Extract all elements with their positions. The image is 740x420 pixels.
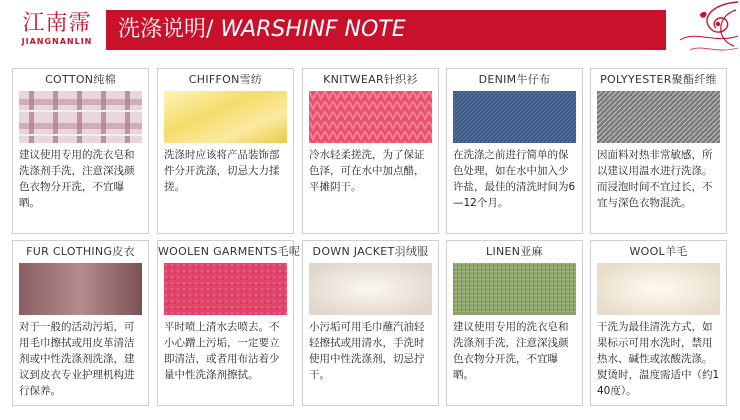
title-english: WARSHINF NOTE [220, 17, 406, 42]
fabric-label: DOWN JACKET羽绒服 [312, 245, 429, 258]
logo-english: JIANGNANLIN [21, 37, 93, 46]
fabric-label: FUR CLOTHING皮衣 [26, 245, 135, 258]
fabric-card [590, 68, 727, 234]
fabric-label: CHIFFON雪纺 [188, 73, 263, 86]
fabric-card [446, 240, 583, 406]
care-instructions: 对于一般的活动污垢，可用毛巾擦拭或用皮革清洁剂或中性洗涤剂洗涤，建议到皮衣专业护理机构进行保养。 [19, 321, 135, 397]
fabric-label: WOOLEN GARMENTS毛呢 [158, 245, 301, 258]
fabric-swatch-image [453, 263, 576, 315]
fabric-label: LINEN亚麻 [486, 245, 543, 258]
fabric-label: WOOL羊毛 [629, 245, 688, 258]
fabric-swatch-image [309, 91, 432, 143]
title-band [106, 10, 666, 50]
fabric-swatch-image [19, 263, 142, 315]
fabric-swatch-image [164, 263, 287, 315]
title-chinese: 洗涤说明 [118, 17, 207, 42]
logo-chinese: 江南霈 [22, 11, 92, 36]
care-instructions: 建议使用专用的洗衣皂和洗涤剂手洗，注意深浅颜色衣物分开洗，不宜曝晒。 [453, 321, 569, 381]
fabric-card [157, 68, 294, 234]
fabric-label: KNITWEAR针织衫 [323, 73, 418, 86]
fabric-card [12, 68, 149, 234]
fabric-swatch-image [597, 263, 720, 315]
title-separator: / [206, 17, 214, 42]
fabric-card [446, 68, 583, 234]
page-title [118, 16, 406, 44]
decorative-swirl-icon [620, 0, 740, 58]
fabric-swatch-image [164, 91, 287, 143]
care-instructions: 在洗涤之前进行简单的保色处理，如在水中加入少许盐，最佳的清洗时间为6—12个月。 [453, 149, 576, 209]
fabric-card [157, 240, 301, 406]
care-instructions: 小污垢可用毛巾蘸汽油轻轻擦拭或用清水，手洗时使用中性洗涤剂，切忌拧干。 [309, 321, 425, 381]
fabric-card [12, 240, 149, 406]
fabric-swatch-image [309, 263, 432, 315]
fabric-card [302, 240, 439, 406]
fabric-label: DENIM牛仔布 [478, 73, 551, 86]
fabric-swatch-image [453, 91, 576, 143]
fabric-swatch-image [19, 91, 142, 143]
fabric-label: COTTON纯棉 [45, 73, 116, 86]
care-instructions: 建议使用专用的洗衣皂和洗涤剂手洗，注意深浅颜色衣物分开洗，不宜曝晒。 [19, 149, 135, 209]
fabric-card [302, 68, 439, 234]
care-instructions: 洗涤时应该将产品装饰部件分开洗涤，切忌大力揉搓。 [164, 149, 280, 193]
brand-logo [6, 2, 108, 58]
header [0, 0, 740, 58]
fabric-card [590, 240, 727, 406]
care-instructions: 平时喷上清水去喷去。不小心蹭上污垢，一定要立即清洁，或者用布沾着少量中性洗涤剂擦拭。 [164, 321, 280, 381]
care-instructions: 冷水轻柔搓洗，为了保证色泽，可在水中加点醋，平摊阴干。 [309, 149, 425, 193]
fabric-label: POLYYESTER聚酯纤维 [600, 73, 717, 86]
care-instructions: 干洗为最佳清洗方式，如果标示可用水洗时，禁用热水、碱性或浓酸洗涤。熨烫时，温度需适中（约140度）。 [597, 321, 720, 397]
fabric-swatch-image [597, 91, 720, 143]
care-instructions: 因面料对热非常敏感，所以建议用温水进行洗涤。而浸泡时间不宜过长，不宜与深色衣物混洗。 [597, 149, 713, 209]
